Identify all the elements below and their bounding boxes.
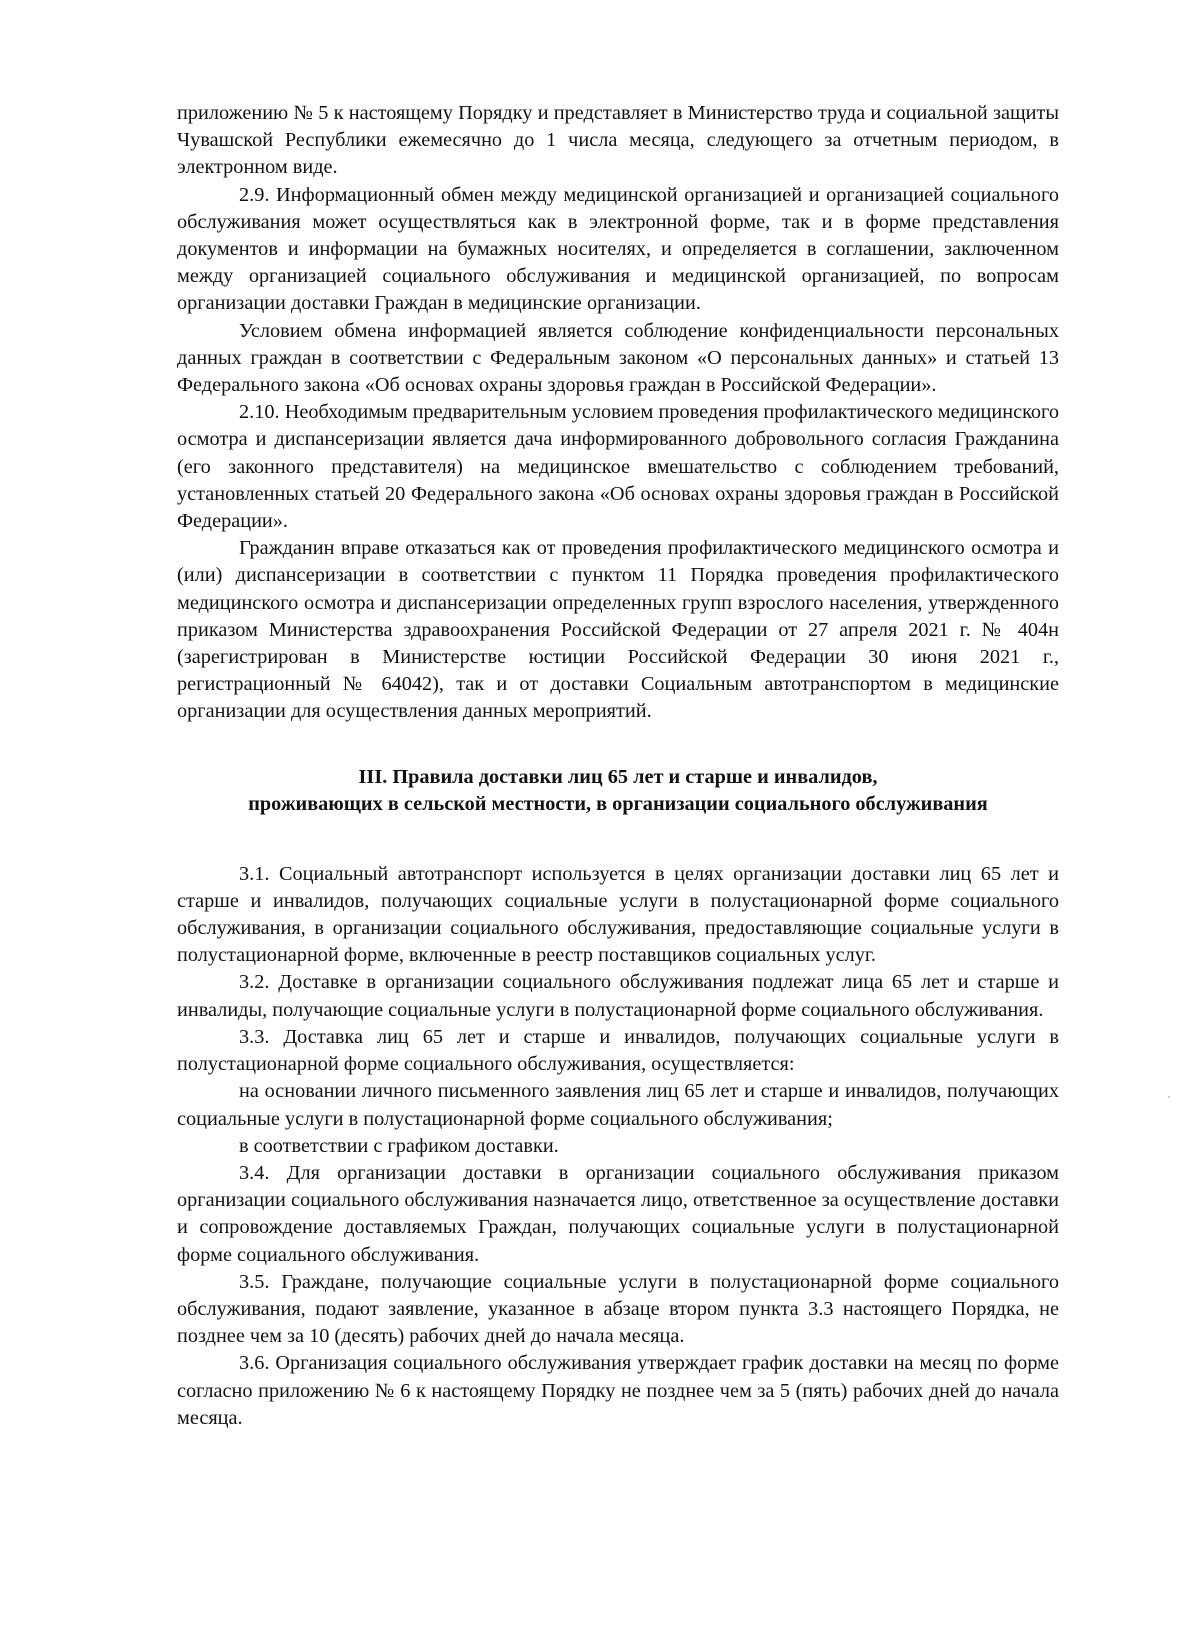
paragraph-2-10: 2.10. Необходимым предварительным условием проведения профилактического медицинского осмотра и диспансеризации является дача информированного добровольного согласия Гражданина (его законного представителя) на медицинское вмешательство с соблюдением требований, установленных статьей 20 Федерального закона «Об основах охраны здоровья граждан в Российской Федерации».	[177, 401, 1059, 533]
document-page	[177, 100, 1059, 1432]
paragraph-3-3: 3.3. Доставка лиц 65 лет и старше и инвалидов, получающих социальные услуги в полустационарной форме социального обслуживания, осуществляется:	[177, 1025, 1059, 1076]
paragraph-refusal: Гражданин вправе отказаться как от проведения профилактического медицинского осмотра и (или) диспансеризации в соответствии с пунктом 11 Порядка проведения профилактического медицинского осмотра и диспансеризации определенных групп взрослого населения, утвержденного приказом Министерства здравоохранения Российской Федерации от 27 апреля 2021 г. № 404н (зарегистрирован в Министерстве юстиции Российской Федерации 30 июня 2021 г., регистрационный № 64042), так и от доставки Социальным автотранспортом в медицинские организации для осуществления данных мероприятий.	[177, 537, 1059, 723]
paragraph-continuation: приложению № 5 к настоящему Порядку и представляет в Министерство труда и социальной защиты Чувашской Республики ежемесячно до 1 числа месяца, следующего за отчетным периодом, в электронном виде.	[177, 102, 1059, 179]
section-heading-line-2: проживающих в сельской местности, в организации социального обслуживания	[248, 793, 988, 816]
paragraph-confidentiality: Условием обмена информацией является соблюдение конфиденциальности персональных данных граждан в соответствии с Федеральным законом «О персональных данных» и статьей 13 Федерального закона «Об основах охраны здоровья граждан в Российской Федерации».	[177, 319, 1059, 397]
paragraph-2-9: 2.9. Информационный обмен между медицинской организацией и организацией социального обслуживания может осуществляться как в электронной форме, так и в форме представления документов и информации на бумажных носителях, и определяется в соглашении, заключенном между организацией социального обслуживания и медицинской организацией, по вопросам организации доставки Граждан в медицинские организации.	[177, 183, 1059, 315]
section-heading-line-1: III. Правила доставки лиц 65 лет и старше и инвалидов,	[358, 765, 878, 788]
paragraph-3-2: 3.2. Доставке в организации социального обслуживания подлежат лица 65 лет и старше и инвалиды, получающие социальные услуги в полустационарной форме социального обслуживания.	[177, 971, 1059, 1021]
section-heading	[177, 764, 1059, 819]
paragraph-3-5: 3.5. Граждане, получающие социальные услуги в полустационарной форме социального обслуживания, подают заявление, указанное в абзаце втором пункта 3.3 настоящего Порядка, не позднее чем за 10 (десять) рабочих дней до начала месяца.	[177, 1270, 1059, 1348]
scan-speck	[1168, 1096, 1170, 1098]
paragraph-3-1: 3.1. Социальный автотранспорт используется в целях организации доставки лиц 65 лет и старше и инвалидов, получающих социальные услуги в полустационарной форме социального обслуживания, в организации социального обслуживания, предоставляющие социальные услуги в полустационарной форме, включенные в реестр поставщиков социальных услуг.	[177, 862, 1059, 967]
paragraph-3-4: 3.4. Для организации доставки в организации социального обслуживания приказом организации социального обслуживания назначается лицо, ответственное за осуществление доставки и сопровождение доставляемых Граждан, получающих социальные услуги в полустационарной форме социального обслуживания.	[177, 1161, 1059, 1266]
paragraph-3-6: 3.6. Организация социального обслуживания утверждает график доставки на месяц по форме согласно приложению № 6 к настоящему Порядку не позднее чем за 5 (пять) рабочих дней до начала месяца.	[177, 1352, 1059, 1429]
paragraph-3-3-item-2: в соответствии с графиком доставки.	[239, 1134, 559, 1157]
paragraph-3-3-item-1: на основании личного письменного заявления лиц 65 лет и старше и инвалидов, получающих социальные услуги в полустационарной форме социального обслуживания;	[177, 1080, 1059, 1130]
